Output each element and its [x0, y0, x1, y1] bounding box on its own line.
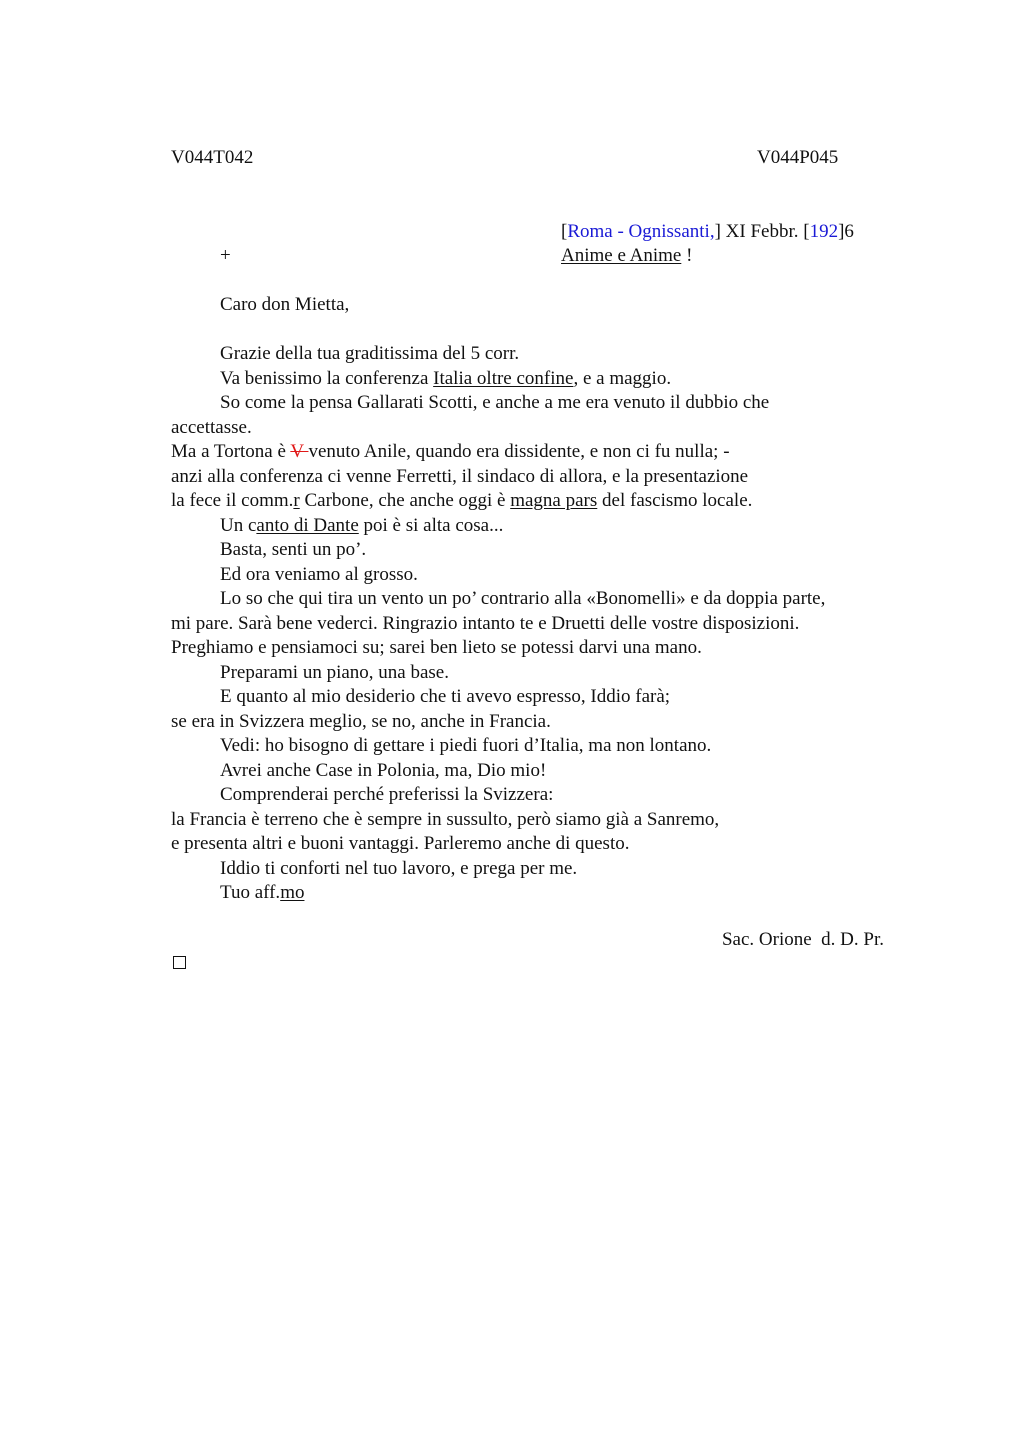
body-line: E quanto al mio desiderio che ti avevo espresso, Iddio farà;	[220, 686, 671, 707]
place-name: Roma - Ognissanti,	[567, 221, 715, 242]
conference-title: Italia oltre confine	[433, 367, 574, 389]
body-line: Lo so che qui tira un vento un po’ contrario alla «Bonomelli» e da doppia parte,	[220, 588, 826, 609]
body-line: la fece il comm.r Carbone, che anche oggi è magna pars del fascismo locale.	[171, 490, 753, 511]
body-line: Vedi: ho bisogno di gettare i piedi fuori d’Italia, ma non lontano.	[220, 735, 712, 756]
motto-exclamation: !	[681, 245, 693, 266]
closing-superscript: mo	[280, 882, 305, 903]
bracket-close: ]	[714, 221, 721, 242]
body-line: se era in Svizzera meglio, se no, anche in Francia.	[171, 710, 551, 732]
salutation: Caro don Mietta,	[220, 294, 350, 315]
body-line: Preparami un piano, una base.	[220, 661, 449, 683]
body-line: Va benissimo la conferenza Italia oltre confine, e a maggio.	[220, 367, 672, 389]
body-line: Avrei anche Case in Polonia, ma, Dio mio!	[220, 759, 547, 781]
dante-title: anto di Dante	[256, 514, 359, 536]
bracket-open: [	[561, 221, 568, 242]
body-line: Basta, senti un po’.	[220, 539, 367, 560]
body-line: Ed ora veniamo al grosso.	[220, 563, 418, 585]
body-line: mi pare. Sarà bene vederci. Ringrazio intanto te e Druetti delle vostre disposizioni.	[171, 612, 800, 634]
date-text: XI Febbr.	[720, 221, 804, 242]
body-line: Un canto di Dante poi è si alta cosa...	[220, 514, 504, 536]
motto	[561, 244, 692, 269]
dateline	[561, 220, 854, 245]
signature: Sac. Orione d. D. Pr.	[721, 929, 884, 950]
latin-phrase: magna pars	[510, 490, 598, 511]
year-digit: 6	[844, 221, 854, 242]
body-line: So come la pensa Gallarati Scotti, e anche a me era venuto il dubbio che	[220, 392, 770, 413]
letter-body	[171, 342, 931, 906]
year-bracket-close: ]	[838, 221, 845, 242]
year-editorial: 192	[809, 221, 839, 242]
body-line: accettasse.	[171, 416, 252, 438]
body-line: Comprenderai perché preferissi la Svizzera:	[220, 784, 554, 805]
body-line: la Francia è terreno che è sempre in sussulto, però siamo già a Sanremo,	[171, 808, 720, 830]
body-line: e presenta altri e buoni vantaggi. Parleremo anche di questo.	[171, 833, 630, 854]
cross-symbol: +	[220, 245, 231, 266]
motto-text: Anime e Anime	[561, 245, 682, 266]
abbrev-superscript: r	[293, 490, 300, 511]
closing: Tuo aff.mo	[220, 882, 305, 903]
end-box-icon	[173, 956, 186, 969]
document-code-left: V044T042	[171, 147, 254, 168]
body-line: Preghiamo e pensiamoci su; sarei ben lieto se potessi darvi una mano.	[171, 637, 702, 658]
document-code-right: V044P045	[757, 147, 839, 168]
year-bracket-open: [	[803, 221, 810, 242]
body-line: anzi alla conferenza ci venne Ferretti, il sindaco di allora, e la presentazione	[171, 465, 749, 487]
body-line: Iddio ti conforti nel tuo lavoro, e prega per me.	[220, 857, 578, 879]
body-line: Grazie della tua graditissima del 5 corr.	[220, 343, 520, 364]
struck-text: V	[290, 441, 309, 462]
body-line: Ma a Tortona è V venuto Anile, quando era dissidente, e non ci fu nulla; -	[171, 441, 730, 462]
